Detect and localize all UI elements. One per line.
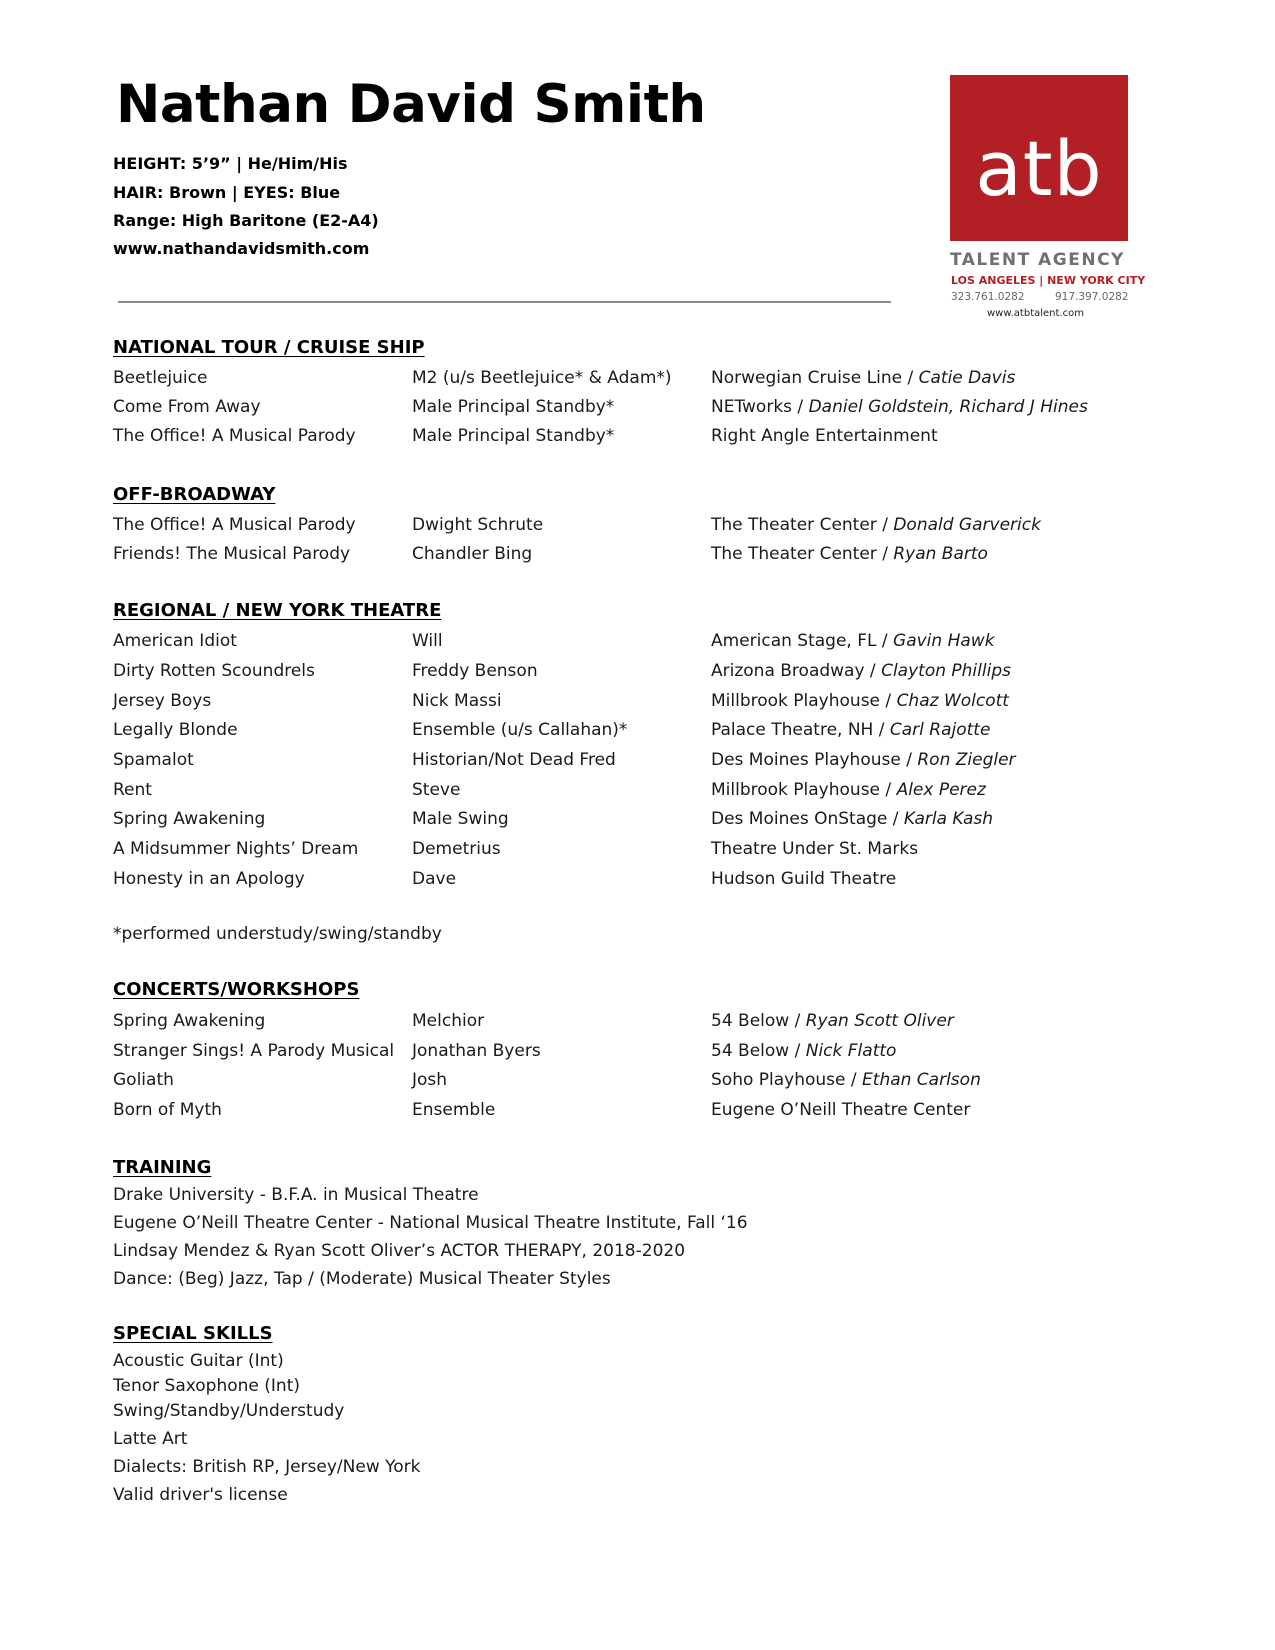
- credit-venue: Arizona Broadway / Clayton Phillips: [711, 661, 1011, 681]
- section-title-special-skills: SPECIAL SKILLS: [113, 1323, 273, 1344]
- credit-show: Goliath: [113, 1070, 174, 1090]
- credit-show: Born of Myth: [113, 1100, 222, 1120]
- credit-director: Catie Davis: [918, 368, 1016, 388]
- credit-venue: Palace Theatre, NH / Carl Rajotte: [711, 720, 991, 740]
- credit-venue: The Theater Center / Donald Garverick: [711, 515, 1041, 535]
- logo-website: www.atbtalent.com: [987, 308, 1084, 319]
- credit-show: Beetlejuice: [113, 368, 208, 388]
- credit-venue: NETworks / Daniel Goldstein, Richard J Hines: [711, 397, 1088, 417]
- skill-item: Latte Art: [113, 1429, 188, 1449]
- credit-row: [0, 631, 1275, 655]
- credit-role: Jonathan Byers: [412, 1041, 541, 1061]
- section-title-regional: REGIONAL / NEW YORK THEATRE: [113, 600, 442, 621]
- credit-venue: Hudson Guild Theatre: [711, 869, 897, 889]
- training-item: Dance: (Beg) Jazz, Tap / (Moderate) Musical Theater Styles: [113, 1269, 611, 1289]
- credit-role: Dwight Schrute: [412, 515, 544, 535]
- credit-venue: American Stage, FL / Gavin Hawk: [711, 631, 995, 651]
- training-item: Lindsay Mendez & Ryan Scott Oliver’s ACTOR THERAPY, 2018-2020: [113, 1241, 686, 1261]
- credit-director: Carl Rajotte: [889, 720, 991, 740]
- credit-venue: Theatre Under St. Marks: [711, 839, 919, 859]
- credit-venue: 54 Below / Nick Flatto: [711, 1041, 897, 1061]
- credit-row: [0, 691, 1275, 715]
- credit-show: Jersey Boys: [113, 691, 212, 711]
- credit-director: Ryan Scott Oliver: [805, 1011, 954, 1031]
- logo-cities: LOS ANGELES | NEW YORK CITY: [951, 274, 1146, 287]
- credit-show: Stranger Sings! A Parody Musical: [113, 1041, 395, 1061]
- height-pronouns: HEIGHT: 5’9” | He/Him/His: [113, 154, 348, 173]
- credit-role: Nick Massi: [412, 691, 502, 711]
- credit-director: Ron Ziegler: [917, 750, 1016, 770]
- credit-venue: Millbrook Playhouse / Chaz Wolcott: [711, 691, 1009, 711]
- credit-venue: Eugene O’Neill Theatre Center: [711, 1100, 971, 1120]
- credit-row: [0, 661, 1275, 685]
- credit-venue: Des Moines OnStage / Karla Kash: [711, 809, 994, 829]
- credit-venue: Des Moines Playhouse / Ron Ziegler: [711, 750, 1016, 770]
- credit-row: [0, 1011, 1275, 1035]
- credit-row: [0, 839, 1275, 863]
- credit-show: Friends! The Musical Parody: [113, 544, 351, 564]
- credit-venue: Norwegian Cruise Line / Catie Davis: [711, 368, 1016, 388]
- credit-row: [0, 368, 1275, 392]
- credit-show: A Midsummer Nights’ Dream: [113, 839, 359, 859]
- section-title-training: TRAINING: [113, 1157, 212, 1178]
- credit-role: Melchior: [412, 1011, 485, 1031]
- credit-role: Freddy Benson: [412, 661, 538, 681]
- credit-show: Rent: [113, 780, 152, 800]
- credit-show: Dirty Rotten Scoundrels: [113, 661, 315, 681]
- skill-item: Acoustic Guitar (Int): [113, 1351, 284, 1371]
- website-link[interactable]: www.nathandavidsmith.com: [113, 239, 370, 258]
- credit-role: Ensemble (u/s Callahan)*: [412, 720, 628, 740]
- credit-show: Come From Away: [113, 397, 261, 417]
- credit-row: [0, 750, 1275, 774]
- credit-show: American Idiot: [113, 631, 237, 651]
- credit-role: Ensemble: [412, 1100, 496, 1120]
- credit-venue: 54 Below / Ryan Scott Oliver: [711, 1011, 954, 1031]
- understudy-footnote: *performed understudy/swing/standby: [113, 924, 442, 944]
- credit-row: [0, 780, 1275, 804]
- actor-name: Nathan David Smith: [116, 74, 706, 135]
- credit-director: Donald Garverick: [893, 515, 1041, 535]
- logo-phone-la: 323.761.0282: [951, 291, 1025, 303]
- credit-show: Spring Awakening: [113, 809, 266, 829]
- credit-role: Historian/Not Dead Fred: [412, 750, 616, 770]
- credit-venue: Soho Playhouse / Ethan Carlson: [711, 1070, 981, 1090]
- credit-role: Steve: [412, 780, 461, 800]
- credit-show: Honesty in an Apology: [113, 869, 305, 889]
- section-title-concerts: CONCERTS/WORKSHOPS: [113, 979, 360, 1000]
- skill-item: Swing/Standby/Understudy: [113, 1401, 345, 1421]
- credit-role: Dave: [412, 869, 457, 889]
- training-item: Eugene O’Neill Theatre Center - National Musical Theatre Institute, Fall ‘16: [113, 1213, 748, 1233]
- credit-director: Ethan Carlson: [862, 1070, 981, 1090]
- credit-row: [0, 1100, 1275, 1124]
- credit-role: Josh: [412, 1070, 448, 1090]
- credit-director: Alex Perez: [896, 780, 986, 800]
- credit-venue: Millbrook Playhouse / Alex Perez: [711, 780, 986, 800]
- credit-role: Chandler Bing: [412, 544, 533, 564]
- credit-role: Demetrius: [412, 839, 501, 859]
- credit-venue: The Theater Center / Ryan Barto: [711, 544, 988, 564]
- section-title-off-broadway: OFF-BROADWAY: [113, 484, 276, 505]
- credit-show: The Office! A Musical Parody: [113, 426, 356, 446]
- credit-row: [0, 720, 1275, 744]
- credit-show: Spring Awakening: [113, 1011, 266, 1031]
- credit-row: [0, 544, 1275, 568]
- credit-row: [0, 809, 1275, 833]
- agency-logo: [950, 75, 1128, 241]
- vocal-range: Range: High Baritone (E2-A4): [113, 211, 379, 230]
- training-item: Drake University - B.F.A. in Musical Theatre: [113, 1185, 479, 1205]
- credit-role: M2 (u/s Beetlejuice* & Adam*): [412, 368, 672, 388]
- skill-item: Tenor Saxophone (Int): [113, 1376, 300, 1396]
- credit-row: [0, 869, 1275, 893]
- logo-phone-ny: 917.397.0282: [1055, 291, 1129, 303]
- credit-director: Chaz Wolcott: [896, 691, 1009, 711]
- credit-row: [0, 426, 1275, 450]
- credit-director: Karla Kash: [903, 809, 994, 829]
- credit-role: Male Principal Standby*: [412, 426, 615, 446]
- credit-role: Will: [412, 631, 443, 651]
- hair-eyes: HAIR: Brown | EYES: Blue: [113, 183, 341, 202]
- skill-item: Valid driver's license: [113, 1485, 288, 1505]
- credit-role: Male Swing: [412, 809, 509, 829]
- credit-director: Daniel Goldstein, Richard J Hines: [808, 397, 1088, 417]
- credit-row: [0, 1041, 1275, 1065]
- logo-mark: atb: [975, 124, 1103, 213]
- credit-director: Nick Flatto: [805, 1041, 897, 1061]
- credit-row: [0, 515, 1275, 539]
- credit-show: Legally Blonde: [113, 720, 238, 740]
- credit-show: The Office! A Musical Parody: [113, 515, 356, 535]
- skill-item: Dialects: British RP, Jersey/New York: [113, 1457, 421, 1477]
- section-title-national-tour: NATIONAL TOUR / CRUISE SHIP: [113, 337, 425, 358]
- header-divider: [118, 301, 891, 303]
- credit-director: Clayton Phillips: [881, 661, 1011, 681]
- credit-row: [0, 1070, 1275, 1094]
- credit-venue: Right Angle Entertainment: [711, 426, 938, 446]
- credit-role: Male Principal Standby*: [412, 397, 615, 417]
- credit-row: [0, 397, 1275, 421]
- credit-director: Gavin Hawk: [893, 631, 995, 651]
- credit-show: Spamalot: [113, 750, 194, 770]
- logo-agency-name: TALENT AGENCY: [950, 250, 1125, 270]
- credit-director: Ryan Barto: [893, 544, 988, 564]
